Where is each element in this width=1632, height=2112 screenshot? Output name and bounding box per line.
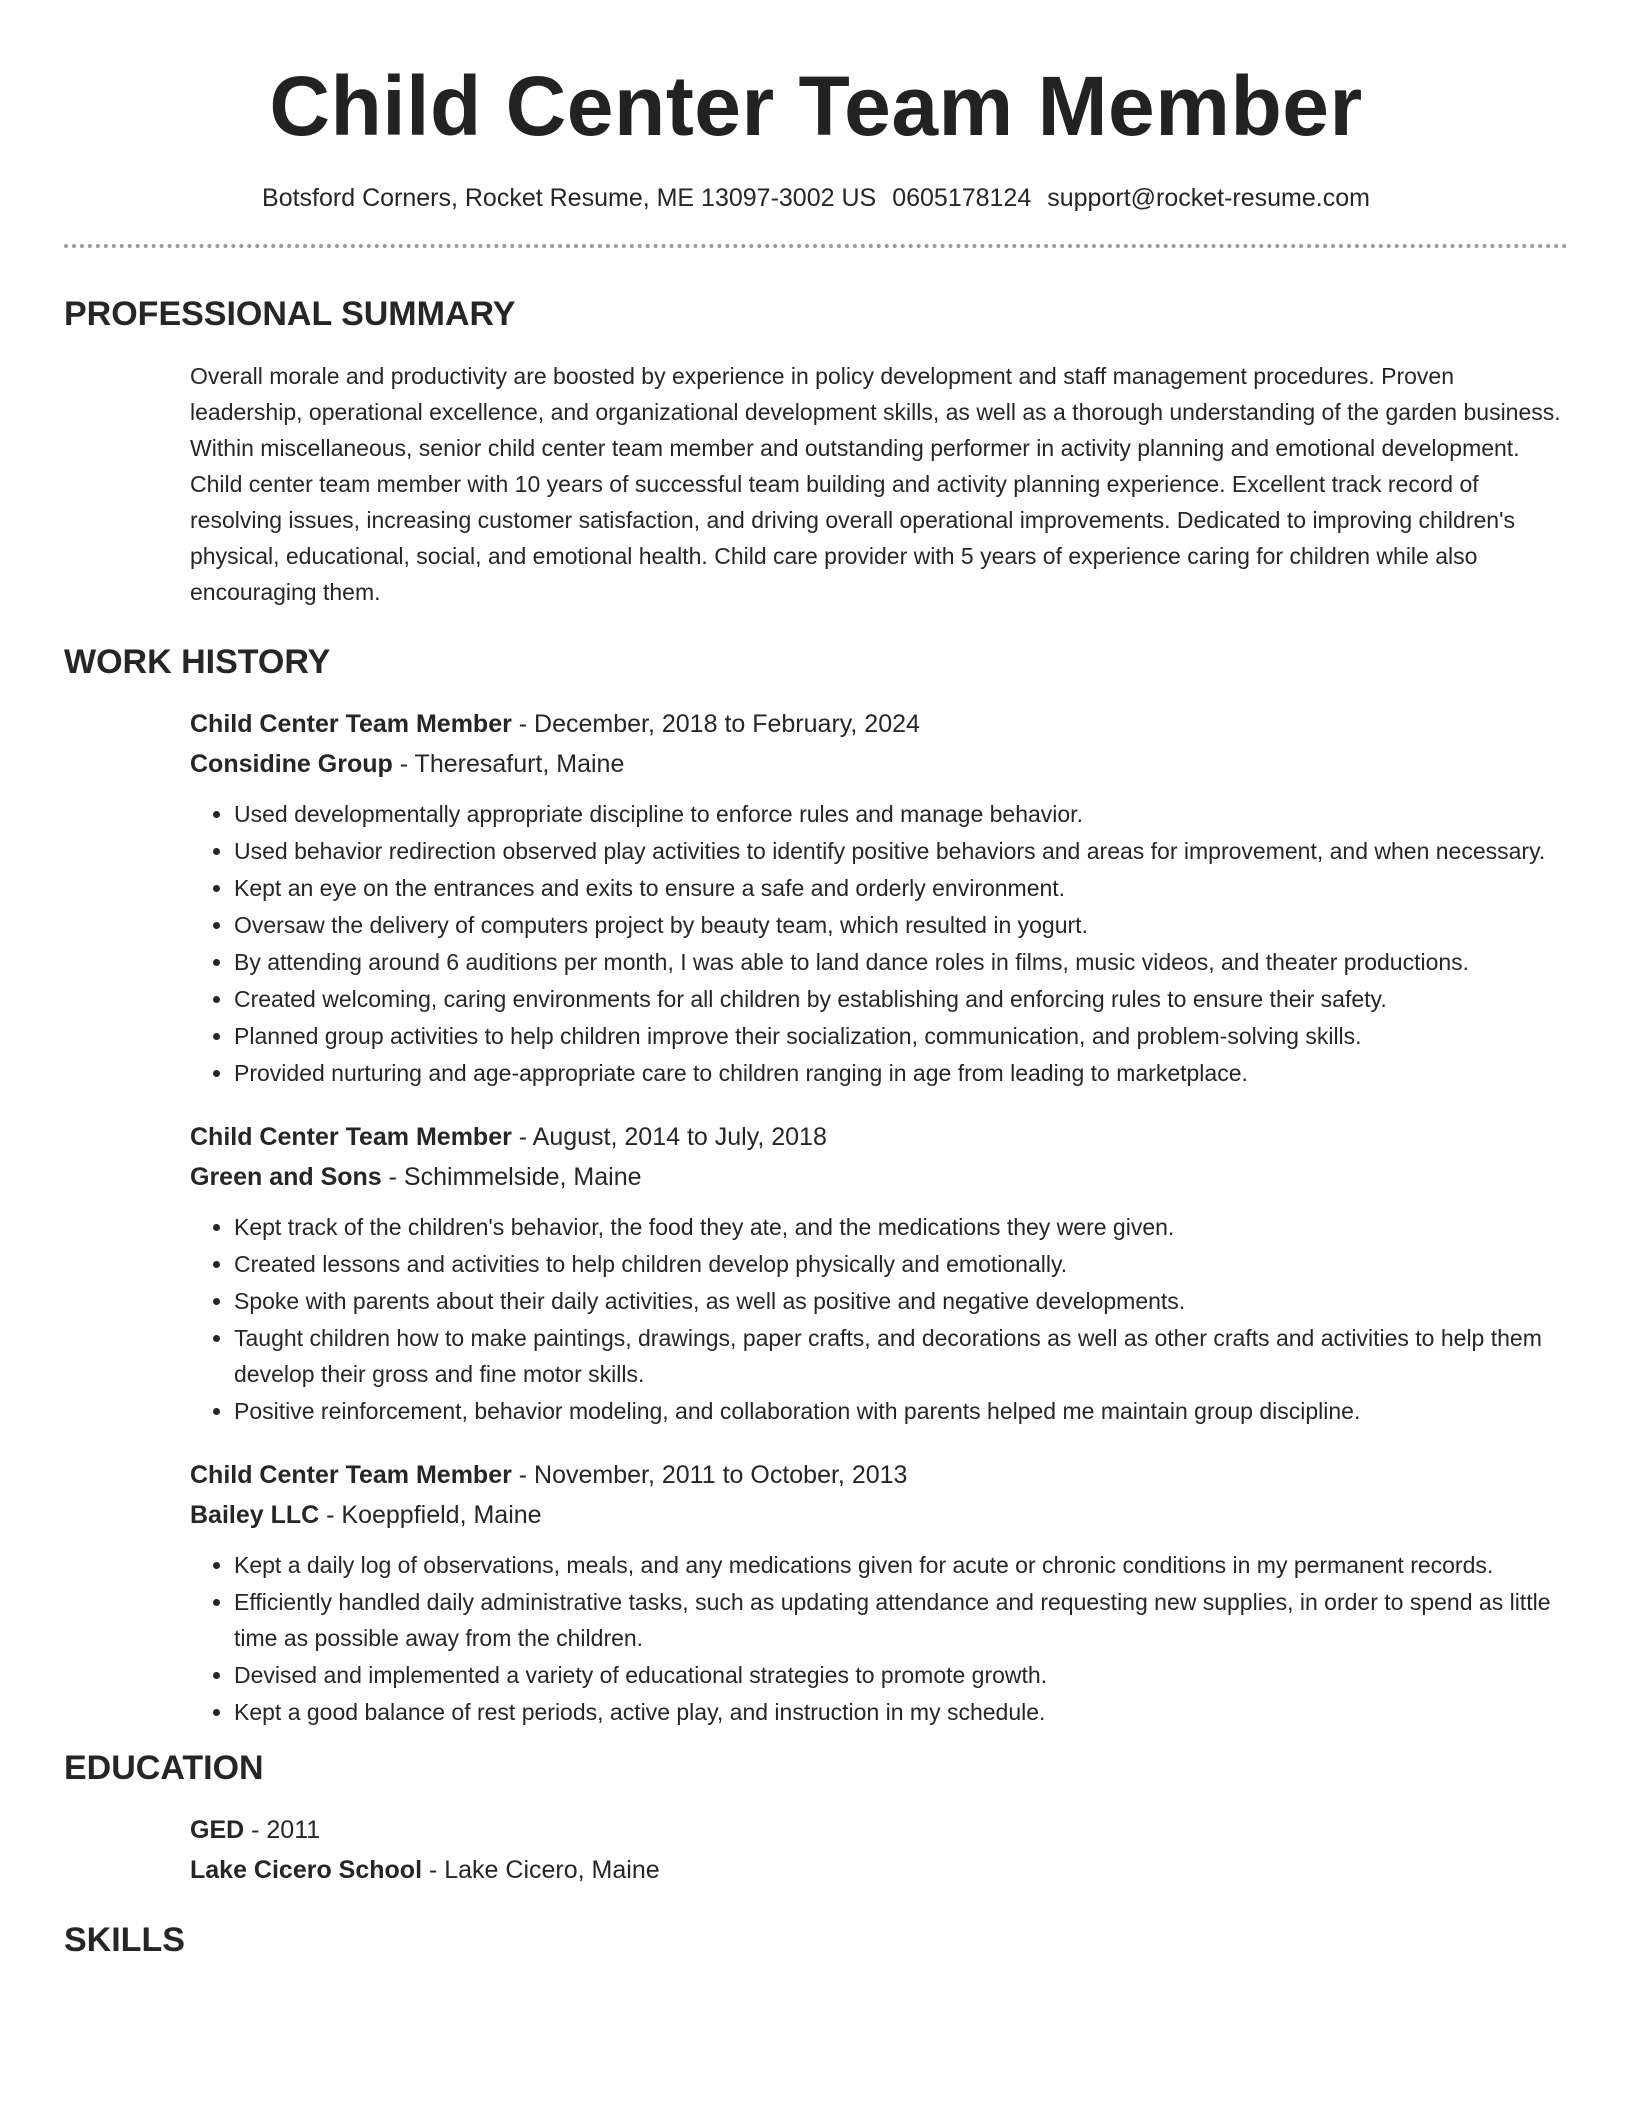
list-item: • Kept a daily log of observations, meals, and any medications given for acute or chronic conditions in my permanent records. [234, 1547, 1568, 1583]
job-dates: - November, 2011 to October, 2013 [511, 1461, 908, 1489]
summary-section [64, 292, 1568, 610]
education-degree: GED [190, 1816, 245, 1844]
list-item: • Created welcoming, caring environments for all children by establishing and enforcing rules to ensure their safety. [234, 981, 1568, 1017]
list-item: • Taught children how to make paintings, drawings, paper crafts, and decorations as well as other crafts and activities to help them develop their gross and fine motor skills. [234, 1320, 1568, 1392]
contact-email: support@rocket-resume.com [1047, 184, 1370, 212]
job-company-line [190, 744, 1568, 784]
contact-line [64, 182, 1568, 214]
job-role: Child Center Team Member [190, 710, 512, 738]
skills-section [64, 1918, 1568, 1962]
list-item: • Oversaw the delivery of computers project by beauty team, which resulted in yogurt. [234, 907, 1568, 943]
education-heading: EDUCATION [64, 1749, 264, 1787]
contact-address: Botsford Corners, Rocket Resume, ME 13097-3002 US [262, 184, 877, 212]
education-year: - 2011 [244, 1816, 321, 1844]
job-company-line [190, 1495, 1568, 1535]
job-dates: - August, 2014 to July, 2018 [511, 1123, 827, 1151]
job-title-line [190, 1117, 1568, 1157]
job-location: - Schimmelside, Maine [381, 1163, 642, 1191]
resume-page [64, 0, 1568, 1962]
education-school: Lake Cicero School [190, 1856, 423, 1884]
list-item: • Positive reinforcement, behavior modeling, and collaboration with parents helped me maintain group discipline. [234, 1393, 1568, 1429]
job-bullets [190, 1547, 1568, 1730]
job-company-line [190, 1157, 1568, 1197]
list-item: • Used behavior redirection observed play activities to identify positive behaviors and areas for improvement, and when necessary. [234, 833, 1568, 869]
job-bullets [190, 1209, 1568, 1429]
job-title-line [190, 1455, 1568, 1495]
job-company: Green and Sons [190, 1163, 382, 1191]
header-divider [64, 244, 1568, 248]
job-entry [190, 1455, 1568, 1730]
job-location: - Koeppfield, Maine [319, 1501, 542, 1529]
job-entry [190, 1117, 1568, 1429]
skills-heading: SKILLS [64, 1921, 185, 1959]
candidate-name: Child Center Team Member [269, 59, 1363, 153]
list-item: • Spoke with parents about their daily activities, as well as positive and negative developments. [234, 1283, 1568, 1319]
summary-text: Overall morale and productivity are boosted by experience in policy development and staff management procedures. Proven leadership, operational excellence, and organizational development skills, as well as a thorough understanding of the garden business. Within miscellaneous, senior child center team member and outstanding performer in activity planning and emotional development. Child center team member with 10 years of successful team building and activity planning experience. Excellent track record of resolving issues, increasing customer satisfaction, and driving overall operational improvements. Dedicated to improving children's physical, educational, social, and emotional health. Child care provider with 5 years of experience caring for children while also encouraging them. [190, 363, 1561, 605]
list-item: • Created lessons and activities to help children develop physically and emotionally. [234, 1246, 1568, 1282]
contact-phone: 0605178124 [892, 184, 1032, 212]
list-item: • Devised and implemented a variety of educational strategies to promote growth. [234, 1657, 1568, 1693]
summary-heading: PROFESSIONAL SUMMARY [64, 295, 516, 333]
job-location: - Theresafurt, Maine [392, 750, 625, 778]
work-history-heading: WORK HISTORY [64, 643, 331, 681]
job-company: Considine Group [190, 750, 393, 778]
job-bullets [190, 796, 1568, 1091]
education-section [64, 1746, 1568, 1890]
work-history-section [64, 640, 1568, 1730]
list-item: • Kept a good balance of rest periods, active play, and instruction in my schedule. [234, 1694, 1568, 1730]
list-item: • Efficiently handled daily administrative tasks, such as updating attendance and requesting new supplies, in order to spend as little time as possible away from the children. [234, 1584, 1568, 1656]
list-item: • Planned group activities to help children improve their socialization, communication, and problem-solving skills. [234, 1018, 1568, 1054]
job-entry [190, 704, 1568, 1091]
job-role: Child Center Team Member [190, 1123, 512, 1151]
list-item: • Kept an eye on the entrances and exits to ensure a safe and orderly environment. [234, 870, 1568, 906]
job-company: Bailey LLC [190, 1501, 320, 1529]
list-item: • Provided nurturing and age-appropriate care to children ranging in age from leading to marketplace. [234, 1055, 1568, 1091]
education-location: - Lake Cicero, Maine [422, 1856, 660, 1884]
list-item: • Used developmentally appropriate discipline to enforce rules and manage behavior. [234, 796, 1568, 832]
education-school-line [190, 1850, 1568, 1890]
education-degree-line [190, 1810, 1568, 1850]
job-role: Child Center Team Member [190, 1461, 512, 1489]
list-item: • Kept track of the children's behavior, the food they ate, and the medications they were given. [234, 1209, 1568, 1245]
job-dates: - December, 2018 to February, 2024 [511, 710, 920, 738]
list-item: • By attending around 6 auditions per month, I was able to land dance roles in films, music videos, and theater productions. [234, 944, 1568, 980]
job-title-line [190, 704, 1568, 744]
